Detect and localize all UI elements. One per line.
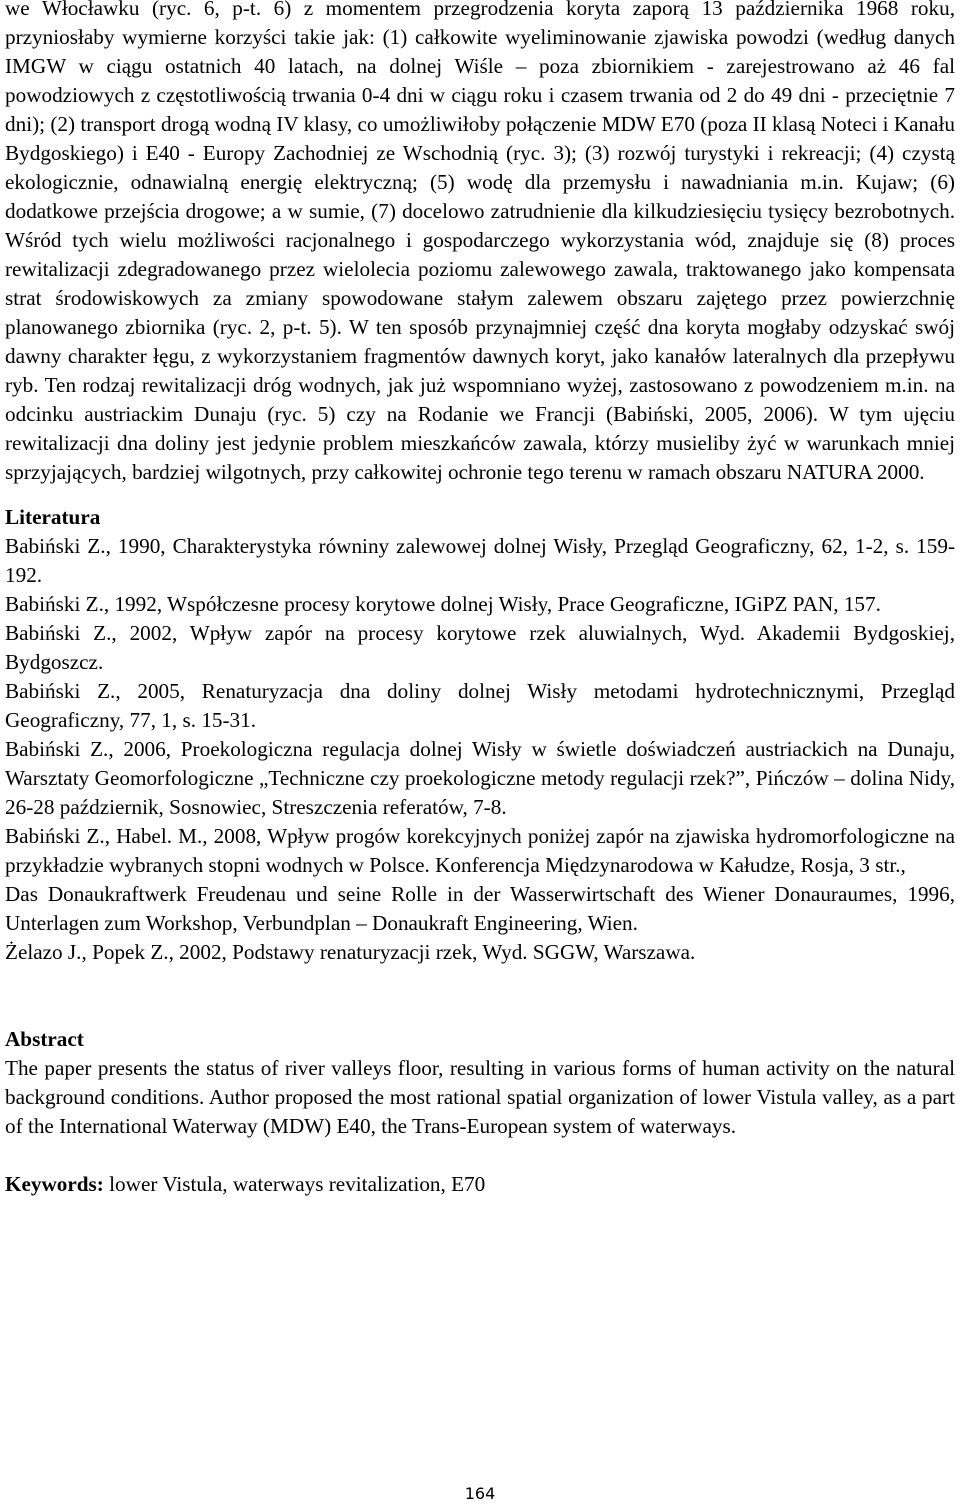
- reference-item: Babiński Z., 1990, Charakterystyka równiny zalewowej dolnej Wisły, Przegląd Geograficzny, 62, 1-2, s. 159-192.: [5, 534, 955, 587]
- body-paragraph: [5, 0, 955, 487]
- body-paragraph-text: we Włocławku (ryc. 6, p-t. 6) z momentem przegrodzenia koryta zaporą 13 października 1968 roku, przyniosłaby wymierne korzyści takie jak: (1) całkowite wyeliminowanie zjawiska powodzi (według danych IMGW w ciągu ostatnich 40 latach, na dolnej Wiśle – poza zbiornikiem - zarejestrowano aż 46 fal powodziowych z częstotliwością trwania 0-4 dni w ciągu roku i czasem trwania od 2 do 49 dni - przeciętnie 7 dni); (2) transport drogą wodną IV klasy, co umożliwiłoby połączenie MDW E70 (poza II klasą Noteci i Kanału Bydgoskiego) i E40 - Europy Zachodniej ze Wschodnią (ryc. 3); (3) rozwój turystyki i rekreacji; (4) czystą ekologicznie, odnawialną energię elektryczną; (5) wodę dla przemysłu i nawadniania m.in. Kujaw; (6) dodatkowe przejścia drogowe; a w sumie, (7) docelowo zatrudnienie dla kilkudziesięciu tysięcy bezrobotnych. Wśród tych wielu możliwości racjonalnego i gospodarczego wykorzystania wód, znajduje się (8) proces rewitalizacji zdegradowanego przez wielolecia poziomu zalewowego zawala, traktowanego jako kompensata strat środowiskowych za zmiany spowodowane stałym zalewem obszaru zajętego przez powierzchnię planowanego zbiornika (ryc. 2, p-t. 5). W ten sposób przynajmniej część dna koryta mogłaby odzyskać swój dawny charakter łęgu, z wykorzystaniem fragmentów dawnych koryt, jako kanałów lateralnych dla przepływu ryb. Ten rodzaj rewitalizacji dróg wodnych, jak już wspomniano wyżej, zastosowano z powodzeniem m.in. na odcinku austriackim Dunaju (ryc. 5) czy na Rodanie we Francji (Babiński, 2005, 2006). W tym ujęciu rewitalizacji dna doliny jest jedynie problem mieszkańców zawala, którzy musieliby żyć w warunkach mniej sprzyjających, bardziej wilgotnych, przy całkowitej ochronie tego terenu w ramach obszaru NATURA 2000.: [5, 0, 955, 484]
- reference-item: Babiński Z., 2006, Proekologiczna regulacja dolnej Wisły w świetle doświadczeń austriackich na Dunaju, Warsztaty Geomorfologiczne „Techniczne czy proekologiczne metody regulacji rzek?”, Pińczów – dolina Nidy, 26-28 październik, Sosnowiec, Streszczenia referatów, 7-8.: [5, 737, 955, 819]
- abstract-text: The paper presents the status of river valleys floor, resulting in various forms of human activity on the natural background conditions. Author proposed the most rational spatial organization of lower Vistula valley, as a part of the International Waterway (MDW) E40, the Trans-European system of waterways.: [5, 1056, 955, 1138]
- reference-item: Żelazo J., Popek Z., 2002, Podstawy renaturyzacji rzek, Wyd. SGGW, Warszawa.: [5, 940, 696, 964]
- reference-item: Babiński Z., Habel. M., 2008, Wpływ progów korekcyjnych poniżej zapór na zjawiska hydromorfologiczne na przykładzie wybranych stopni wodnych w Polsce. Konferencja Międzynarodowa w Kałudze, Rosja, 3 str.,: [5, 824, 955, 877]
- keywords-text: lower Vistula, waterways revitalization, E70: [103, 1172, 486, 1196]
- reference-item: Babiński Z., 2005, Renaturyzacja dna doliny dolnej Wisły metodami hydrotechnicznymi, Przegląd Geograficzny, 77, 1, s. 15-31.: [5, 679, 955, 732]
- literature-heading: Literatura: [5, 505, 101, 529]
- page-content: [5, 0, 955, 1199]
- reference-list: [5, 532, 955, 967]
- keywords-line: [5, 1170, 955, 1199]
- reference-item: Babiński Z., 2002, Wpływ zapór na procesy korytowe rzek aluwialnych, Wyd. Akademii Bydgoskiej, Bydgoszcz.: [5, 621, 955, 674]
- reference-item: Das Donaukraftwerk Freudenau und seine Rolle in der Wasserwirtschaft des Wiener Donauraumes, 1996, Unterlagen zum Workshop, Verbundplan – Donaukraft Engineering, Wien.: [5, 882, 955, 935]
- abstract-heading: Abstract: [5, 1027, 84, 1051]
- keywords-label: Keywords:: [5, 1172, 104, 1196]
- page-number: 164: [464, 1484, 496, 1503]
- reference-item: Babiński Z., 1992, Współczesne procesy korytowe dolnej Wisły, Prace Geograficzne, IGiPZ PAN, 157.: [5, 592, 881, 616]
